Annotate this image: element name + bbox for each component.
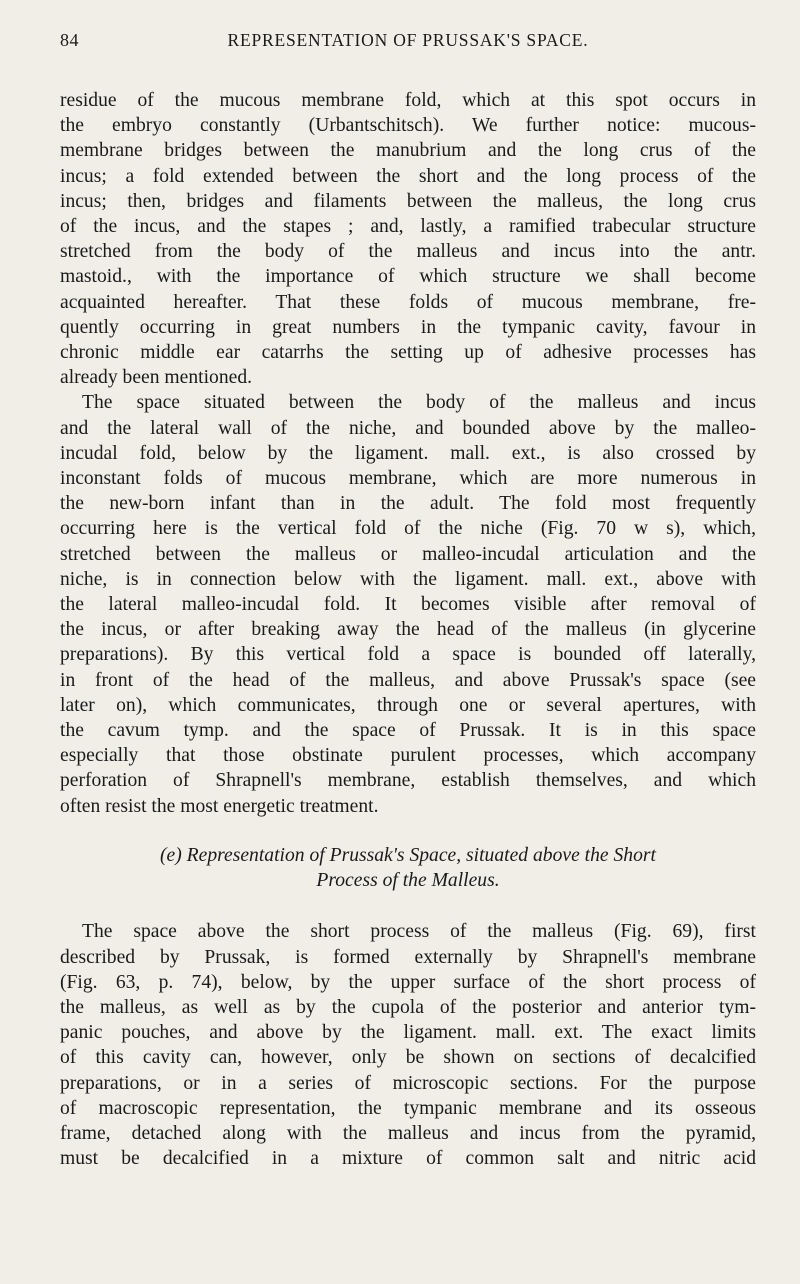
text-line: stretched from the body of the malleus and incus into the antr. (60, 241, 756, 263)
text-line: niche, is in connection below with the ligament. mall. ext., above with (60, 568, 756, 590)
text-line: in front of the head of the malleus, and above Prussak's space (see (60, 669, 756, 691)
text-line: membrane bridges between the manubrium and the long crus of the (60, 140, 756, 162)
text-line: frame, detached along with the malleus and incus from the pyramid, (60, 1122, 756, 1144)
text-line: and the lateral wall of the niche, and bounded above by the malleo- (60, 417, 756, 439)
text-line: the new-born infant than in the adult. The fold most frequently (60, 493, 756, 515)
text-line: incus; a fold extended between the short and the long process of the (60, 165, 756, 187)
text-line: occurring here is the vertical fold of the niche (Fig. 70 w s), which, (60, 518, 756, 540)
running-title: REPRESENTATION OF PRUSSAK'S SPACE. (227, 30, 589, 50)
text-line: the embryo constantly (Urbantschitsch). We further notice: mucous- (60, 115, 756, 137)
heading-line: Process of the Malleus. (316, 870, 500, 892)
text-line: quently occurring in great numbers in the tympanic cavity, favour in (60, 316, 756, 338)
text-line: acquainted hereafter. That these folds of mucous membrane, fre- (60, 291, 756, 313)
text-line: The space situated between the body of the malleus and incus (82, 392, 756, 414)
text-line: often resist the most energetic treatment. (60, 795, 379, 817)
paragraph-1 (60, 88, 756, 390)
text-line: panic pouches, and above by the ligament. mall. ext. The exact limits (60, 1022, 756, 1044)
text-line: chronic middle ear catarrhs the setting up of adhesive processes has (60, 342, 756, 364)
text-line: mastoid., with the importance of which structure we shall become (60, 266, 756, 288)
text-line: must be decalcified in a mixture of common salt and nitric acid (60, 1148, 756, 1170)
text-line: of this cavity can, however, only be shown on sections of decalcified (60, 1047, 756, 1069)
text-line: later on), which communicates, through one or several apertures, with (60, 694, 756, 716)
text-line: inconstant folds of mucous membrane, which are more numerous in (60, 468, 756, 490)
text-line: the lateral malleo-incudal fold. It becomes visible after removal of (60, 594, 756, 616)
paragraph-2 (60, 390, 756, 818)
text-line: especially that those obstinate purulent processes, which accompany (60, 745, 756, 767)
text-line: residue of the mucous membrane fold, which at this spot occurs in (60, 90, 756, 111)
text-line: preparations, or in a series of microscopic sections. For the purpose (60, 1072, 756, 1094)
page-number: 84 (60, 30, 79, 50)
text-line: the cavum tymp. and the space of Prussak. It is in this space (60, 720, 756, 742)
text-line: incudal fold, below by the ligament. mall. ext., is also crossed by (60, 442, 756, 464)
running-header (60, 30, 756, 60)
text-line: incus; then, bridges and filaments between the malleus, the long crus (60, 190, 756, 212)
paragraph-3 (60, 919, 756, 1171)
text-line: already been mentioned. (60, 367, 253, 389)
section-heading (60, 843, 756, 893)
text-line: the incus, or after breaking away the head of the malleus (in glycerine (60, 619, 756, 641)
heading-line: (e) Representation of Prussak's Space, situated above the Short (160, 844, 656, 866)
text-line: preparations). By this vertical fold a space is bounded off laterally, (60, 644, 756, 666)
text-line: The space above the short process of the malleus (Fig. 69), first (82, 921, 756, 943)
text-line: the malleus, as well as by the cupola of the posterior and anterior tym- (60, 996, 756, 1018)
text-line: stretched between the malleus or malleo-incudal articulation and the (60, 543, 756, 565)
text-line: (Fig. 63, p. 74), below, by the upper surface of the short process of (60, 971, 756, 993)
text-line: described by Prussak, is formed externally by Shrapnell's membrane (60, 946, 756, 968)
body-text (60, 88, 756, 1171)
text-line: of macroscopic representation, the tympanic membrane and its osseous (60, 1097, 756, 1119)
text-line: of the incus, and the stapes ; and, lastly, a ramified trabecular structure (60, 216, 756, 238)
text-line: perforation of Shrapnell's membrane, establish themselves, and which (60, 770, 756, 792)
